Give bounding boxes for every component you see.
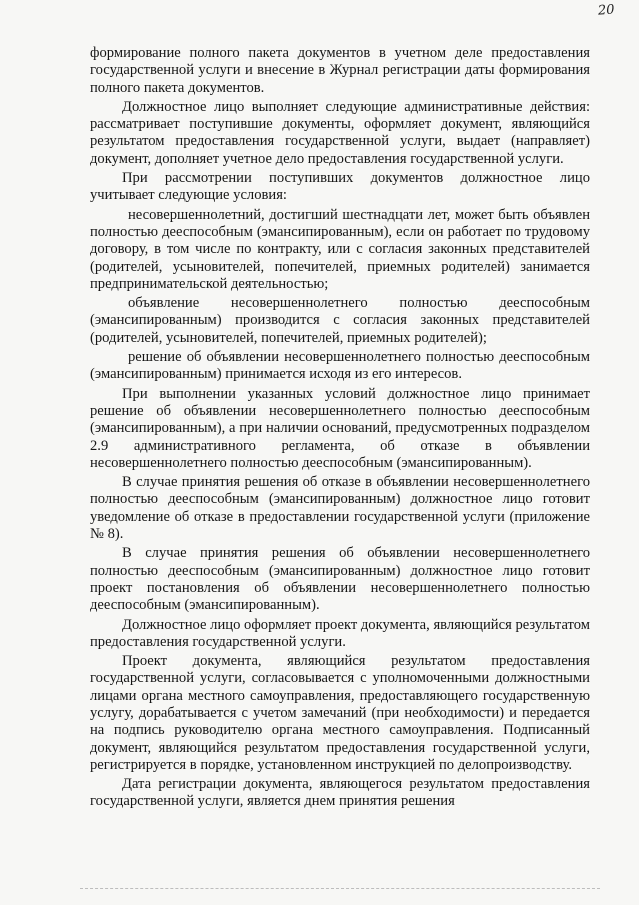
paragraph-approval-signing: Проект документа, являющийся результатом предоставления государственной услуги, согласовывается с уполномоченными должностными лицами органа местного самоуправления, предоставляющего государственную услугу, дорабатывается с учетом замечаний (при необходимости) и передается на подпись руководителю органа местного самоуправления. Подписанный документ, являющийся результатом предоставления государственной услуги, регистрируется в порядке, установленном инструкцией по делопроизводству. <box>90 653 590 773</box>
paragraph-emancipation-decree: В случае принятия решения об объявлении несовершеннолетнего полностью дееспособным (эмансипированным) должностное лицо готовит проект постановления об объявлении несовершеннолетнего полностью дееспособным (эмансипированным). <box>90 545 590 614</box>
document-body <box>90 45 590 813</box>
paragraph-continuation: формирование полного пакета документов в учетном деле предоставления государственной услуги и внесение в Журнал регистрации даты формирования полного пакета документов. <box>90 45 590 96</box>
condition-item-2: объявление несовершеннолетнего полностью дееспособным (эмансипированным) производится с согласия законных представителей (родителей, усыновителей, попечителей, приемных родителей); <box>90 295 590 346</box>
paragraph-admin-actions: Должностное лицо выполняет следующие административные действия: рассматривает поступившие документы, оформляет документ, являющийся результатом предоставления государственной услуги, выдает (направляет) документ, дополняет учетное дело предоставления государственной услуги. <box>90 98 590 167</box>
condition-item-1: несовершеннолетний, достигший шестнадцати лет, может быть объявлен полностью дееспособным (эмансипированным), если он работает по трудовому договору, в том числе по контракту, или с согласия законных представителей (родителей, усыновителей, попечителей, приемных родителей) занимается предпринимательской деятельностью; <box>90 206 590 292</box>
paragraph-registration-date: Дата регистрации документа, являющегося результатом предоставления государственной услуги, является днем принятия решения <box>90 776 590 810</box>
condition-item-3: решение об объявлении несовершеннолетнего полностью дееспособным (эмансипированным) принимается исходя из его интересов. <box>90 349 590 383</box>
page-number: 20 <box>597 2 616 19</box>
paragraph-refusal: В случае принятия решения об отказе в объявлении несовершеннолетнего полностью дееспособным (эмансипированным) должностное лицо готовит уведомление об отказе в предоставлении государственной услуги (приложение № 8). <box>90 474 590 543</box>
paragraph-decision: При выполнении указанных условий должностное лицо принимает решение об объявлении несовершеннолетнего полностью дееспособным (эмансипированным), а при наличии оснований, предусмотренных подразделом 2.9 административного регламента, об отказе в объявлении несовершеннолетнего полностью дееспособным (эмансипированным). <box>90 385 590 471</box>
scan-bottom-edge <box>80 888 600 889</box>
paragraph-review-conditions: При рассмотрении поступивших документов должностное лицо учитывает следующие условия: <box>90 170 590 204</box>
paragraph-draft-document: Должностное лицо оформляет проект документа, являющийся результатом предоставления государственной услуги. <box>90 616 590 650</box>
